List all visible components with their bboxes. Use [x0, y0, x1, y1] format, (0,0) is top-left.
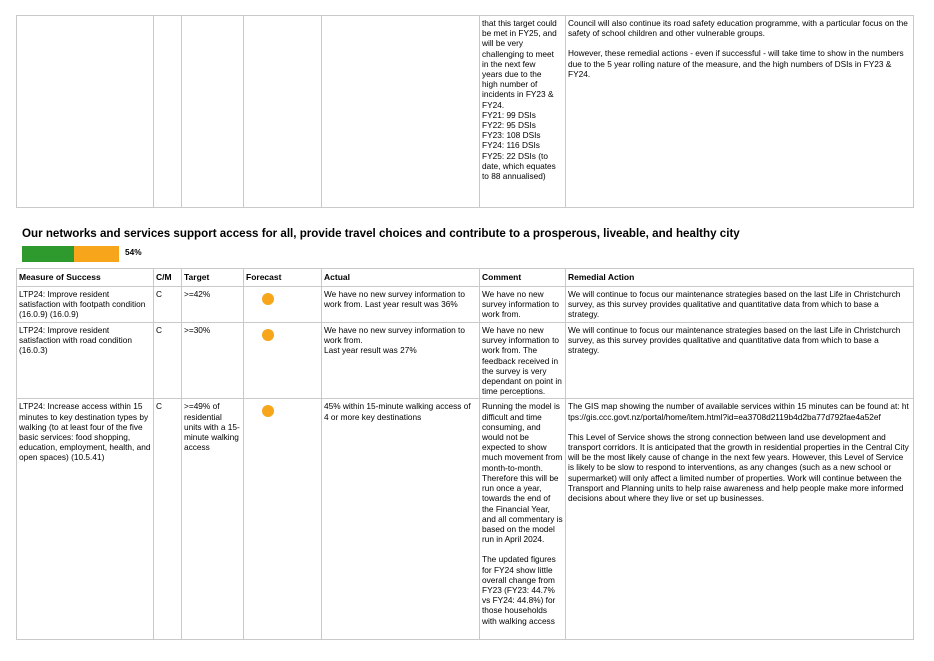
remedial-paragraph: However, these remedial actions - even if successful - will take time to show in the numbers due to the 5 year rolling nature of the measure, and the high numbers of DSIs in FY23 & FY24. [568, 48, 904, 79]
comment-line: years due to the [482, 69, 542, 80]
column-header-remedial: Remedial Action [566, 269, 914, 287]
comment-line: FY21: 99 DSIs [482, 109, 536, 120]
cm-cell: C [154, 287, 182, 323]
column-header-comment: Comment [480, 269, 566, 287]
comment-line: FY25: 22 DSIs (to [482, 150, 548, 161]
remedial-paragraph: We will continue to focus our maintenance strategies based on the last Life in Christchurch survey, as this survey provides qualitative and quantitative data from which to base a strategy. [568, 325, 901, 356]
remedial-cell [566, 16, 914, 208]
previous-measure-table [16, 15, 914, 208]
comment-line: FY22: 95 DSIs [482, 120, 536, 131]
table-row [17, 16, 914, 208]
actual-cell: 45% within 15-minute walking access of 4 or more key destinations [322, 399, 480, 640]
comment-cell [480, 16, 566, 208]
measures-table [16, 268, 914, 640]
comment-line: incidents in FY23 & [482, 89, 554, 100]
remedial-cell [566, 323, 914, 399]
target-cell: >=30% [182, 323, 244, 399]
column-header-actual: Actual [322, 269, 480, 287]
cm-cell [154, 16, 182, 208]
cm-cell: C [154, 323, 182, 399]
actual-cell: We have no new survey information to work from. Last year result was 27% [322, 323, 480, 399]
comment-line: will be very [482, 38, 524, 49]
forecast-cell [244, 287, 322, 323]
comment-line: high number of [482, 79, 538, 90]
remedial-paragraph: The GIS map showing the number of available services within 15 minutes can be found at: https://gis.ccc.govt.nz/portal/home/item.html?id=ea3708d2119b4d2ba77d792fae4a52ef [568, 401, 909, 422]
remedial-cell [566, 287, 914, 323]
comment-line: FY23: 108 DSIs [482, 130, 541, 141]
comment-line: FY24. [482, 99, 505, 110]
measure-cell [17, 16, 154, 208]
progress-remaining [74, 246, 119, 262]
section-title: Our networks and services support access for all, provide travel choices and contribute to a prosperous, liveable, and healthy city [22, 227, 740, 240]
column-header-forecast: Forecast [244, 269, 322, 287]
progress-bar [22, 246, 119, 262]
measure-cell: LTP24: Improve resident satisfaction with footpath condition (16.0.9) (16.0.9) [17, 287, 154, 323]
target-cell [182, 16, 244, 208]
comment-line: in the next few [482, 58, 536, 69]
actual-cell [322, 16, 480, 208]
forecast-status-icon [262, 405, 274, 417]
column-header-measure: Measure of Success [17, 269, 154, 287]
progress-achieved [22, 246, 74, 262]
target-cell: >=49% of residential units with a 15- minute walking access [182, 399, 244, 640]
table-row [17, 323, 914, 399]
comment-cell [480, 399, 566, 640]
target-cell: >=42% [182, 287, 244, 323]
comment-cell: We have no new survey information to work from. The feedback received in the survey is very dependant on point in time perceptions. [480, 323, 566, 399]
comment-line: to 88 annualised) [482, 171, 546, 182]
forecast-status-icon [262, 293, 274, 305]
remedial-paragraph: We will continue to focus our maintenance strategies based on the last Life in Christchurch survey, as this survey provides qualitative and quantitative data from which to base a strategy. [568, 289, 901, 320]
cm-cell: C [154, 399, 182, 640]
progress-label: 54% [125, 247, 142, 257]
comment-line: date, which equates [482, 160, 556, 171]
comment-line: FY24: 116 DSIs [482, 140, 540, 151]
forecast-cell [244, 399, 322, 640]
forecast-status-icon [262, 329, 274, 341]
remedial-paragraph: Council will also continue its road safety education programme, with a particular focus on the safety of school children and other vulnerable groups. [568, 18, 908, 39]
measure-cell: LTP24: Improve resident satisfaction with road condition (16.0.3) [17, 323, 154, 399]
remedial-paragraph: This Level of Service shows the strong connection between land use development and transport corridors. It is anticipated that the growth in residential properties in the Central City will be the most likely cause of change in the next few years. However, this Level of Service is likely to be slow to respond to interventions, as any changes (such as a new school or supermarket) will only affect a limited number of properties. Work will continue between the Transport and Planning units to help raise awareness and help people make more informed decisions about where they live or set up businesses. [568, 431, 909, 504]
comment-line: that this target could [482, 18, 557, 28]
table-row [17, 287, 914, 323]
actual-cell: We have no new survey information to work from. Last year result was 36% [322, 287, 480, 323]
comment-line: be met in FY25, and [482, 28, 557, 39]
remedial-cell [566, 399, 914, 640]
table-row [17, 399, 914, 640]
comment-cell: We have no new survey information to work from. [480, 287, 566, 323]
column-header-cm: C/M [154, 269, 182, 287]
comment-line: challenging to meet [482, 48, 554, 59]
comment-paragraph: The updated figures for FY24 show little overall change from FY23 (FY23: 44.7% vs FY24: 44.8%) for those households with walking access [482, 554, 556, 626]
comment-paragraph: Running the model is difficult and time consuming, and would not be expected to show much movement from month-to-month. Therefore this will be run once a year, towards the end of the Financial Year, and all commentary is based on the model run in April 2024. [482, 401, 563, 545]
forecast-cell [244, 323, 322, 399]
column-header-target: Target [182, 269, 244, 287]
measure-cell: LTP24: Increase access within 15 minutes to key destination types by walking (to at least four of the five basic services: food shopping, education, employment, health, and open spaces) (10.5.41) [17, 399, 154, 640]
forecast-cell [244, 16, 322, 208]
table-header-row [17, 269, 914, 287]
